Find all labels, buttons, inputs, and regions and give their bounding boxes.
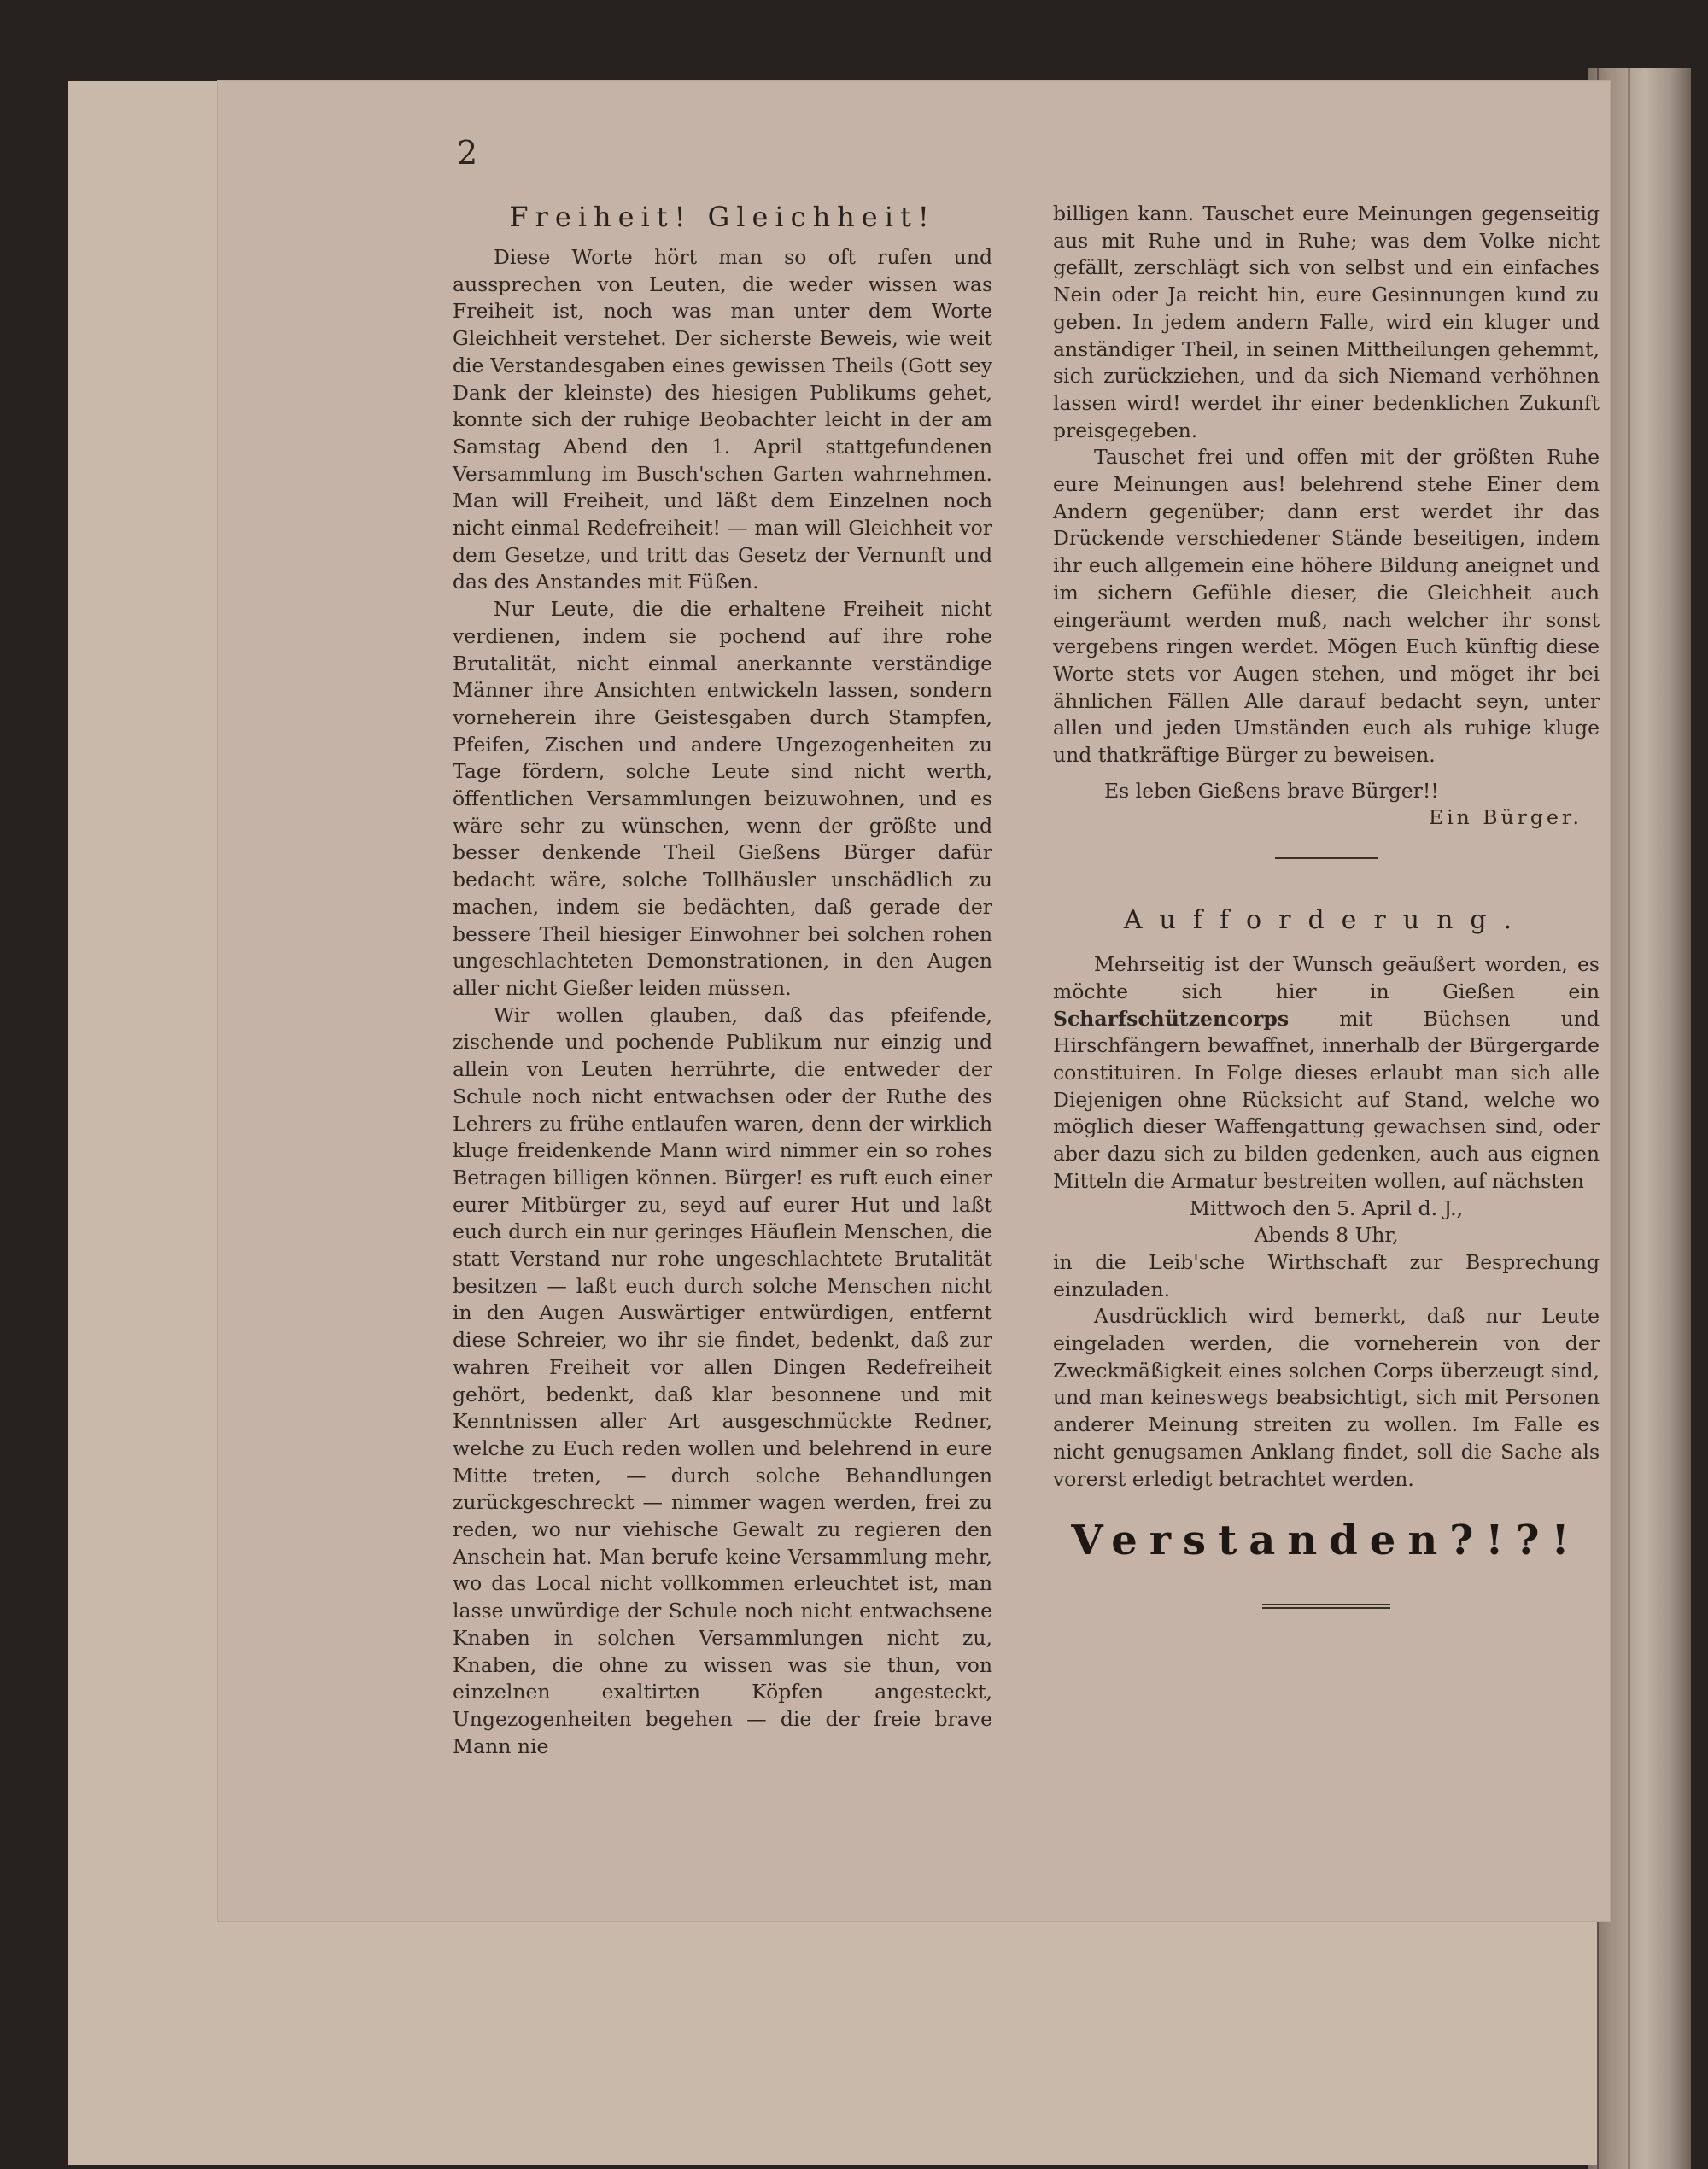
notice-location: in die Leib'sche Wirthschaft zur Besprechung einzuladen. — [1053, 1249, 1600, 1301]
article-paragraph: Tauschet frei und offen mit der größten Ruhe eure Meinungen aus! belehrend stehe Einer dem Andern gegenüber; dann erst werdet ihr das Drückende verschiedener Stände beseitigen, indem ihr euch allgemein eine höhere Bildung aneignet und im sichern Gefühle dieser, die Gleichheit auch eingeräumt werden muß, nach welcher ihr sonst vergebens ringen werdet. Mögen Euch künftig diese Worte stets vor Augen stehen, und möget ihr bei ähnlichen Fällen Alle darauf bedacht seyn, unter allen und jeden Umständen euch als ruhige kluge und thatkräftige Bürger zu beweisen. — [1053, 445, 1600, 768]
article-paragraph: Nur Leute, die die erhaltene Freiheit nicht verdienen, indem sie pochend auf ihre rohe Brutalität, nicht einmal anerkannte verständige Männer ihre Ansichten entwickeln lassen, sondern vorneherein ihre Geistesgaben durch Stampfen, Pfeifen, Zischen und andere Ungezogenheiten zu Tage fördern, solche Leute sind nicht werth, öffentlichen Versammlungen beizuwohnen, und es wäre sehr zu wünschen, wenn der größte und besser denkende Theil Gießens Bürger dafür bedacht wäre, solche Tollhäusler unschädlich zu machen, indem sie bedächten, daß gerade der bessere Theil hiesiger Einwohner bei solchen rohen ungeschlachteten Demonstrationen, in den Augen aller nicht Gießer leiden müssen. — [453, 597, 992, 1000]
notice-intro-text: mit Büchsen und Hirschfängern bewaffnet, innerhalb der Bürgergarde constituiren. In Folge dieses erlaubt man sich alle Diejenigen ohne Rücksicht auf Stand, welche wo möglich dieser Waffengattung gewachsen sind, oder aber dazu sich zu bilden gedenken, auch aus eignen Mitteln die Armatur bestreiten wollen, auf nächsten — [1053, 1006, 1600, 1193]
end-divider — [1262, 1604, 1390, 1609]
article-continuation: billigen kann. Tauschet eure Meinungen gegenseitig aus mit Ruhe und in Ruhe; was dem Volke nicht gefällt, zerschlägt sich von selbst und ein einfaches Nein oder Ja reicht hin, eure Gesinnungen kund zu geben. In jedem andern Falle, wird ein kluger und anständiger Theil, in seinen Mittheilungen gehemmt, sich zurückziehen, und da sich Niemand verhöhnen lassen wird! werdet ihr einer bedenklichen Zukunft preisgegeben. — [1053, 202, 1600, 442]
right-column — [1053, 201, 1600, 1652]
article-paragraph: Diese Worte hört man so oft rufen und aussprechen von Leuten, die weder wissen was Freiheit ist, noch was man unter dem Worte Gleichheit verstehet. Der sicherste Beweis, wie weit die Verstandesgaben eines gewissen Theils (Gott sey Dank der kleinste) des hiesigen Publikums gehet, konnte sich der ruhige Beobachter leicht in der am Samstag Abend den 1. April stattgefundenen Versammlung im Busch'schen Garten wahrnehmen. Man will Freiheit, und läßt dem Einzelnen noch nicht einmal Redefreiheit! — man will Gleichheit vor dem Gesetze, und tritt das Gesetz der Vernunft und das des Anstandes mit Füßen. — [453, 245, 992, 594]
article-cheer: Es leben Gießens brave Bürger!! — [1104, 778, 1439, 803]
article-signature: Ein Bürger. — [1429, 805, 1582, 830]
notice-time: Abends 8 Uhr, — [1254, 1223, 1399, 1248]
stack-edge-line — [1628, 68, 1630, 2169]
page-number: 2 — [457, 134, 478, 172]
notice-remark: Ausdrücklich wird bemerkt, daß nur Leute eingeladen werden, die vorneherein von der Zweckmäßigkeit eines solchen Corps überzeugt sind, und man keineswegs beabsichtigt, sich mit Personen anderer Meinung streiten zu wollen. Im Falle es nicht genugsamen Anklang findet, soll die Sache als vorerst erledigt betrachtet werden. — [1053, 1304, 1600, 1491]
article-title: Freiheit! Gleichheit! — [509, 201, 936, 233]
newspaper-page — [218, 81, 1610, 1921]
left-column — [453, 196, 992, 1760]
notice-intro-text: Mehrseitig ist der Wunsch geäußert worden, es möchte sich hier in Gießen ein — [1053, 952, 1600, 1003]
article-paragraph: Wir wollen glauben, daß das pfeifende, zischende und pochende Publikum nur einzig und allein von Leuten herrührte, die entweder der Schule noch nicht entwachsen oder der Ruthe des Lehrers zu frühe entlaufen waren, denn der wirklich kluge freidenkende Mann wird nimmer ein so rohes Betragen billigen können. Bürger! es ruft euch einer eurer Mitbürger zu, seyd auf eurer Hut und laßt euch durch ein nur geringes Häuflein Menschen, die statt Verstand nur rohe ungeschlachtete Brutalität besitzen — laßt euch durch solche Menschen nicht in den Augen Auswärtiger entwürdigen, entfernt diese Schreier, wo ihr sie findet, bedenkt, daß zur wahren Freiheit vor allen Dingen Redefreiheit gehört, bedenkt, daß klar besonnene und mit Kenntnissen aller Art ausgeschmückte Redner, welche zu Euch reden wollen und belehrend in eure Mitte treten, — durch solche Behandlungen zurückgeschreckt — nimmer wagen werden, frei zu reden, wo nur viehische Gewalt zu regieren den Anschein hat. Man berufe keine Versammlung mehr, wo das Local nicht vollkommen erleuchtet ist, man lasse unwürdige der Schule noch nicht entwachsene Knaben in solchen Versammlungen nicht zu, Knaben, die ohne zu wissen was sie thun, von einzelnen exaltirten Köpfen angesteckt, Ungezogenheiten begehen — die der freie brave Mann nie — [453, 1003, 992, 1758]
notice-date: Mittwoch den 5. April d. J., — [1189, 1196, 1464, 1220]
notice-intro — [1053, 951, 1600, 1195]
notice-title: Aufforderung. — [1123, 905, 1530, 936]
section-divider — [1275, 857, 1378, 859]
notice-closing: Verstanden?!?! — [1071, 1517, 1582, 1565]
corps-name: Scharfschützencorps — [1053, 1006, 1290, 1031]
